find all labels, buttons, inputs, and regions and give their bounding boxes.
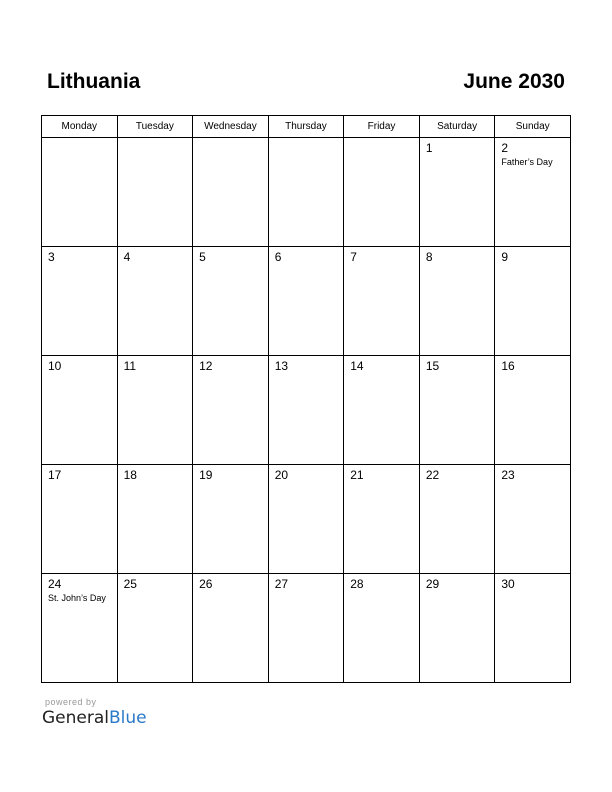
day-cell	[117, 574, 193, 683]
week-row	[42, 356, 571, 465]
day-cell	[495, 247, 571, 356]
month-year-title: June 2030	[463, 70, 565, 93]
day-cell	[419, 574, 495, 683]
calendar-grid	[41, 115, 571, 683]
day-number: 4	[123, 250, 131, 264]
day-cell	[495, 138, 571, 247]
day-number: 21	[350, 468, 364, 482]
day-number: 14	[350, 359, 364, 373]
day-number: 1	[425, 141, 433, 155]
brand-general-text: General	[42, 708, 109, 728]
day-cell	[495, 574, 571, 683]
day-cell	[193, 574, 269, 683]
weekday-header: Monday	[42, 116, 118, 138]
weekday-header-row	[42, 116, 571, 138]
day-number: 15	[425, 359, 440, 373]
day-cell	[419, 465, 495, 574]
day-number: 25	[123, 577, 137, 591]
holiday-label: St. John’s Day	[48, 593, 106, 603]
weekday-header: Tuesday	[117, 116, 193, 138]
day-number: 11	[123, 359, 137, 373]
day-cell	[268, 574, 344, 683]
day-number: 29	[425, 577, 440, 591]
day-cell	[42, 465, 118, 574]
weekday-header: Thursday	[268, 116, 344, 138]
day-number: 8	[425, 250, 433, 264]
day-number: 13	[274, 359, 289, 373]
day-cell	[268, 138, 344, 247]
day-cell	[193, 138, 269, 247]
day-number: 6	[274, 250, 282, 264]
day-number: 23	[501, 468, 515, 482]
weekday-header: Saturday	[419, 116, 495, 138]
week-row	[42, 138, 571, 247]
day-number: 17	[48, 468, 62, 482]
day-cell	[419, 138, 495, 247]
day-cell	[344, 356, 420, 465]
day-number: 7	[350, 250, 357, 264]
day-number: 3	[48, 250, 55, 264]
day-cell	[42, 247, 118, 356]
week-row	[42, 247, 571, 356]
day-number: 2	[501, 141, 509, 155]
day-cell	[117, 247, 193, 356]
day-cell	[42, 356, 118, 465]
day-cell	[268, 465, 344, 574]
day-number: 18	[123, 468, 137, 482]
day-cell	[117, 356, 193, 465]
day-cell	[117, 465, 193, 574]
day-number: 10	[48, 359, 62, 373]
day-number: 22	[425, 468, 440, 482]
day-number: 30	[501, 577, 515, 591]
day-cell	[344, 138, 420, 247]
country-title: Lithuania	[47, 70, 141, 93]
week-row	[42, 574, 571, 683]
day-number: 9	[501, 250, 509, 264]
calendar-body	[42, 138, 571, 683]
day-number: 28	[350, 577, 364, 591]
day-number: 27	[274, 577, 289, 591]
day-number: 16	[501, 359, 515, 373]
day-cell	[419, 356, 495, 465]
weekday-header: Friday	[344, 116, 420, 138]
weekday-header: Wednesday	[193, 116, 269, 138]
day-cell	[419, 247, 495, 356]
day-number: 26	[199, 577, 213, 591]
day-cell	[193, 247, 269, 356]
day-number: 24	[48, 577, 62, 591]
day-number: 19	[199, 468, 213, 482]
weekday-header: Sunday	[495, 116, 571, 138]
day-cell	[495, 465, 571, 574]
day-cell	[42, 574, 118, 683]
generalblue-logo[interactable]	[42, 708, 147, 728]
day-cell	[344, 465, 420, 574]
day-number: 5	[199, 250, 206, 264]
day-cell	[344, 247, 420, 356]
powered-by-label: powered by	[45, 697, 97, 707]
day-cell	[193, 465, 269, 574]
week-row	[42, 465, 571, 574]
day-number: 12	[199, 359, 213, 373]
day-cell	[344, 574, 420, 683]
day-cell	[42, 138, 118, 247]
day-cell	[495, 356, 571, 465]
day-cell	[268, 356, 344, 465]
brand-blue-text: Blue	[109, 708, 147, 728]
day-cell	[268, 247, 344, 356]
holiday-label: Father’s Day	[501, 157, 553, 167]
day-cell	[193, 356, 269, 465]
day-number: 20	[274, 468, 289, 482]
day-cell	[117, 138, 193, 247]
